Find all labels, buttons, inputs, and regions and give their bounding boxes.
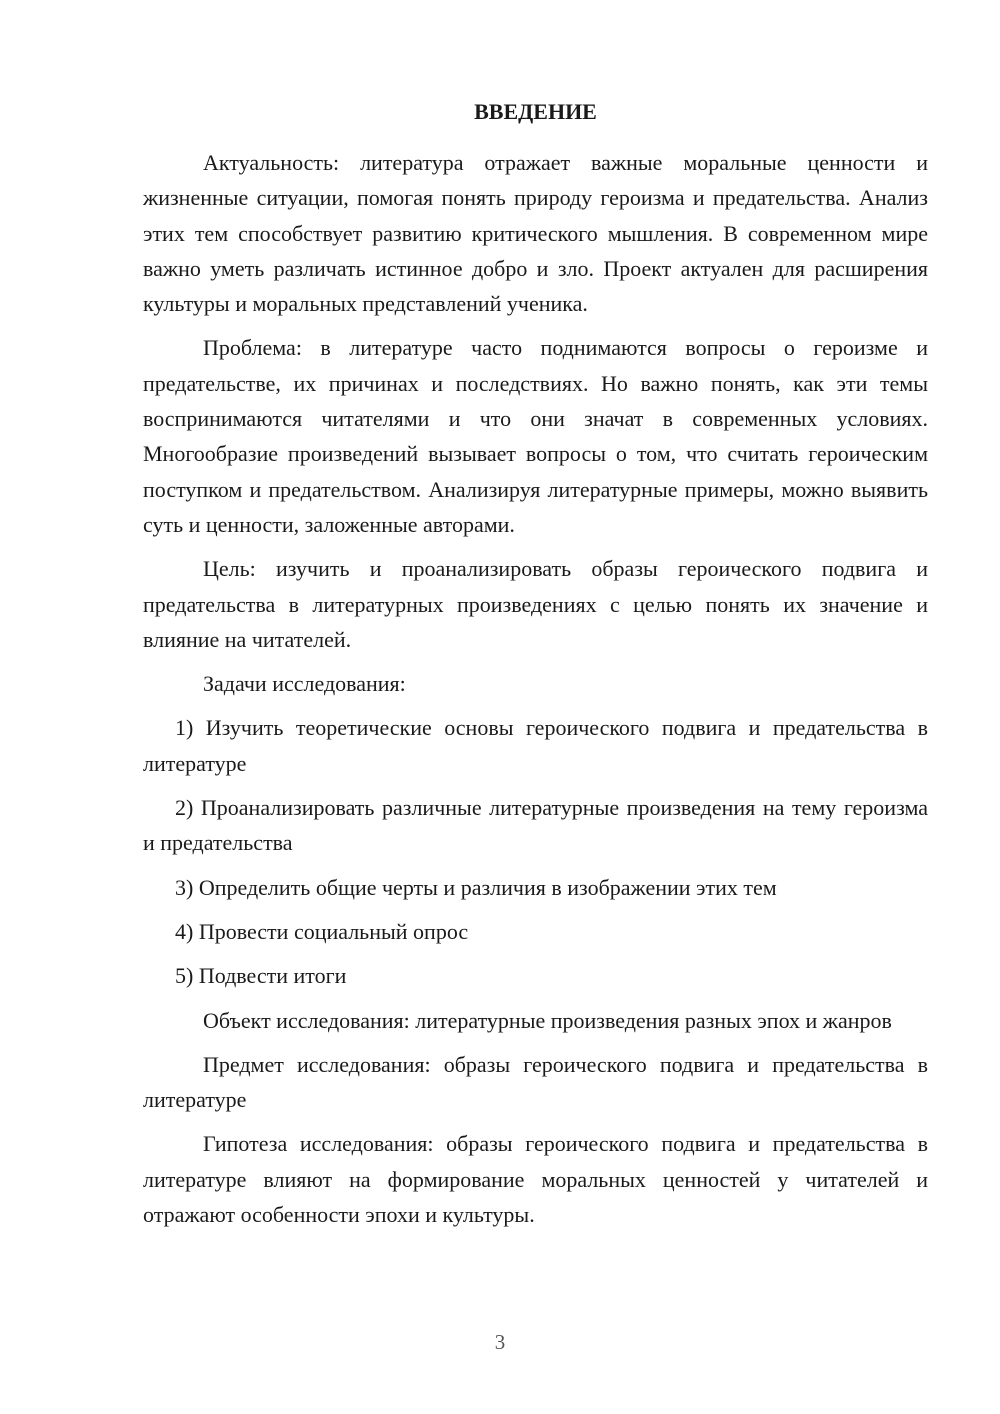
document-page	[143, 94, 928, 1232]
problem-paragraph: Проблема: в литературе часто поднимаются вопросы о героизме и предательстве, их причинах и последствиях. Но важно понять, как эти темы воспринимаются читателями и что они значат в современных условиях. Многообразие произведений вызывает вопросы о том, что считать героическим поступком и предательством. Анализируя литературные примеры, можно выявить суть и ценности, заложенные авторами.	[143, 335, 928, 537]
goal-paragraph: Цель: изучить и проанализировать образы героического подвига и предательства в литературных произведениях с целью понять их значение и влияние на читателей.	[143, 556, 928, 652]
tasks-heading: Задачи исследования:	[203, 671, 406, 697]
task-list	[143, 710, 928, 993]
page-number: 3	[494, 1330, 506, 1354]
relevance-paragraph: Актуальность: литература отражает важные моральные ценности и жизненные ситуации, помогая понять природу героизма и предательства. Анализ этих тем способствует развитию критического мышления. В современном мире важно уметь различать истинное добро и зло. Проект актуален для расширения культуры и моральных представлений ученика.	[143, 150, 928, 317]
list-item: 3) Определить общие черты и различия в изображении этих тем	[175, 874, 777, 900]
list-item: 4) Провести социальный опрос	[175, 918, 469, 944]
object-paragraph: Объект исследования: литературные произведения разных эпох и жанров	[203, 1007, 892, 1033]
subject-paragraph: Предмет исследования: образы героического подвига и предательства в литературе	[143, 1051, 928, 1113]
list-item: 5) Подвести итоги	[175, 963, 347, 989]
list-item: 1) Изучить теоретические основы героического подвига и предательства в литературе	[143, 715, 928, 776]
section-title: ВВЕДЕНИЕ	[474, 99, 597, 124]
hypothesis-paragraph: Гипотеза исследования: образы героического подвига и предательства в литературе влияют на формирование моральных ценностей у читателей и отражают особенности эпохи и культуры.	[143, 1131, 928, 1228]
list-item: 2) Проанализировать различные литературные произведения на тему героизма и предательства	[143, 795, 928, 856]
